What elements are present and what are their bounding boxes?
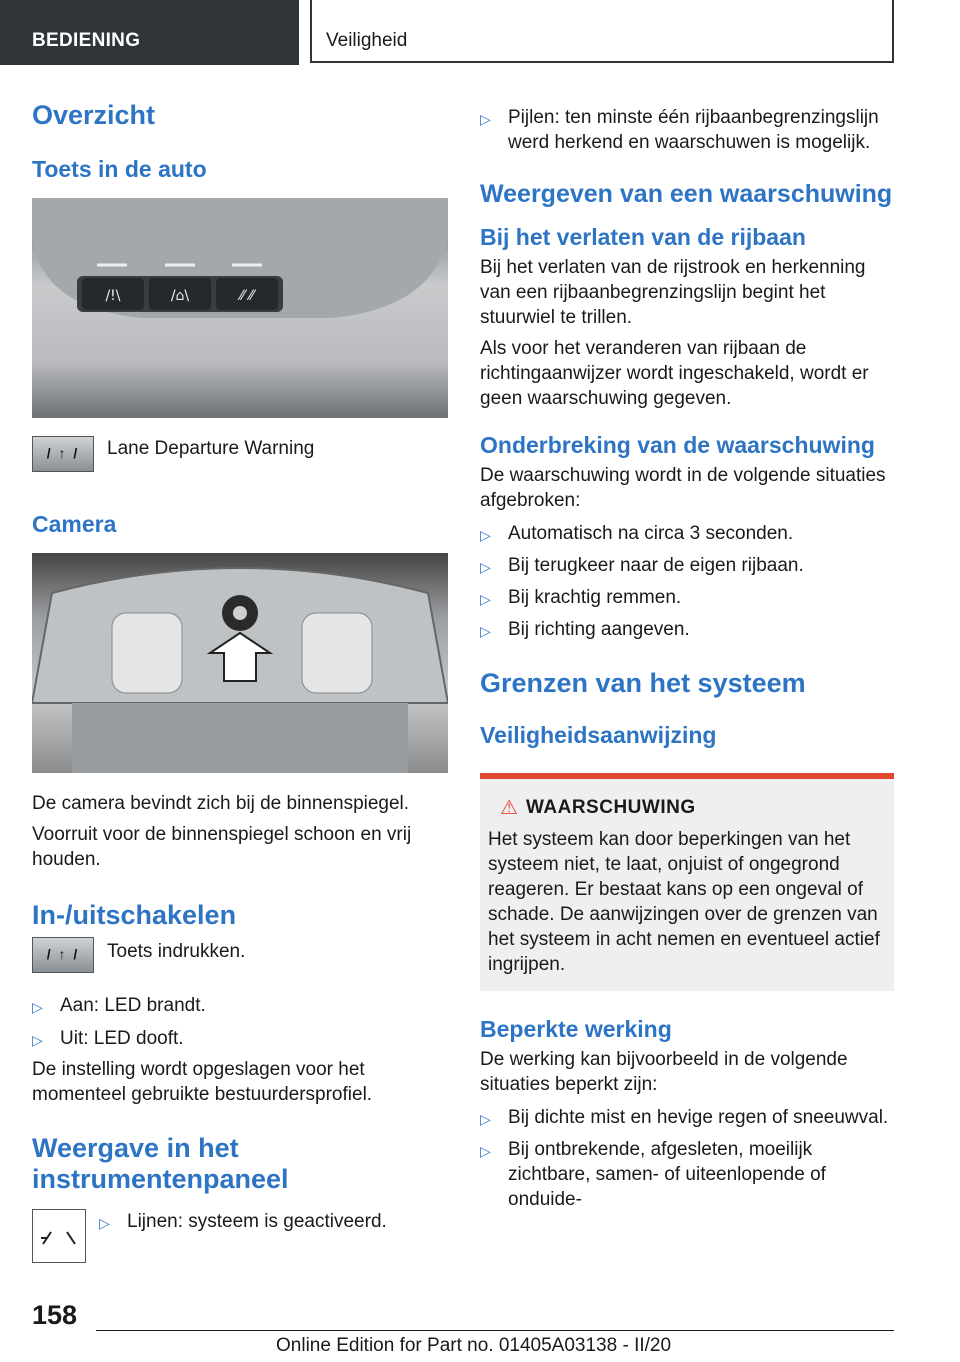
camera-photo [32,553,448,773]
safety-heading: Veiligheidsaanwijzing [480,722,717,748]
svg-text:/⌂\: /⌂\ [170,288,190,304]
list-item: ▷ Uit: LED dooft. [32,1026,448,1051]
onoff-heading: In-/uitschakelen [32,900,237,930]
footer-divider [96,1330,894,1331]
section-tab [310,0,894,63]
triangle-bullet-icon: ▷ [480,527,491,543]
chapter-tab [0,0,299,65]
onoff-text: Toets indrukken. [107,941,246,962]
triangle-bullet-icon: ▷ [32,1032,43,1048]
triangle-bullet-icon: ▷ [99,1215,110,1231]
onoff-list [32,993,448,1051]
left-column [32,100,448,1265]
limited-text: De werking kan bijvoorbeeld in de volgende situaties beperkt zijn: [480,1049,848,1095]
leave-lane-heading: Bij het verlaten van de rijbaan [480,224,806,250]
camera-text-2: Voorruit voor de binnenspiegel schoon en vrij houden. [32,824,412,870]
button-photo [32,198,448,418]
right-column [480,100,896,1212]
triangle-bullet-icon: ▷ [480,591,491,607]
list-item: ▷ Bij dichte mist en hevige regen of sneeuwval. [480,1105,896,1130]
overview-heading: Overzicht [32,100,156,130]
triangle-bullet-icon: ▷ [480,1143,491,1159]
onoff-button-row [32,937,448,981]
list-item: ▷ Pijlen: ten minste één rijbaanbegrenzingslijn werd herkend en waarschuwen is mogelijk. [480,107,879,153]
section-label: Veiligheid [326,30,408,51]
camera-text-1: De camera bevindt zich bij de binnenspiegel. [32,793,410,814]
triangle-bullet-icon: ▷ [480,1111,491,1127]
warning-triangle-icon: ⚠ [500,797,519,819]
lane-lines-icon [32,1209,86,1263]
display-row [32,1209,448,1265]
button-legend [32,436,448,480]
page-number: 158 [32,1300,78,1330]
button-caption: Lane Departure Warning [107,438,315,459]
button-heading: Toets in de auto [32,156,207,182]
leave-lane-text-2: Als voor het veranderen van rijbaan de richtingaanwijzer wordt ingeschakeld, wordt er geen waarschuwing gegeven. [480,338,869,409]
interruption-list [480,521,896,642]
svg-text:⁄⁄ ⁄⁄: ⁄⁄ ⁄⁄ [240,288,254,304]
triangle-bullet-icon: ▷ [480,623,491,639]
warning-header: ⚠ WAARSCHUWING [500,797,696,819]
svg-text:/!\: /!\ [105,288,121,304]
list-item: ▷ Bij richting aangeven. [480,617,896,642]
limits-heading: Grenzen van het systeem [480,668,806,698]
list-item: ▷ Automatisch na circa 3 seconden. [480,521,896,546]
list-item: ▷ Lijnen: systeem is geactiveerd. [99,1209,467,1234]
warning-text: Het systeem kan door beperkingen van het systeem niet, te laat, onjuist of ongegrond reageren. Er bestaat kans op een ongeval of schade. De aanwijzingen over de grenzen van het systeem in acht nemen en eventueel actief ingrijpen. [488,829,880,975]
button-panel-image [32,198,448,418]
triangle-bullet-icon: ▷ [32,999,43,1015]
triangle-bullet-icon: ▷ [480,111,491,127]
list-item: ▷ Bij krachtig remmen. [480,585,896,610]
camera-heading: Camera [32,511,117,537]
chapter-label: BEDIENING [32,30,141,51]
lane-departure-icon: / ↑ / [32,436,94,472]
list-item: ▷ Bij ontbrekende, afgesleten, moeilijk zichtbare, samen- of uiteenlopende of onduide- [480,1139,826,1210]
display-heading: Weergave in het instrumentenpaneel [32,1133,289,1194]
interruption-text: De waarschuwing wordt in de volgende situaties afgebroken: [480,465,886,511]
limited-heading: Beperkte werking [480,1016,672,1042]
lane-departure-icon: / ↑ / [32,937,94,973]
interruption-heading: Onderbreking van de waarschuwing [480,432,875,458]
warning-display-heading: Weergeven van een waarschuwing [480,180,893,208]
warning-box [480,773,894,991]
leave-lane-text-1: Bij het verlaten van de rijstrook en herkenning van een rijbaanbegrenzingslijn begint het stuurwiel te trillen. [480,257,866,328]
list-item: ▷ Bij terugkeer naar de eigen rijbaan. [480,553,896,578]
edition-footer: Online Edition for Part no. 01405A03138 - II/20 [276,1335,672,1356]
onoff-note: De instelling wordt opgeslagen voor het momenteel gebruikte bestuurdersprofiel. [32,1059,373,1105]
triangle-bullet-icon: ▷ [480,559,491,575]
list-item: ▷ Aan: LED brandt. [32,993,448,1018]
camera-interior-image [32,553,448,773]
limited-list [480,1105,896,1212]
